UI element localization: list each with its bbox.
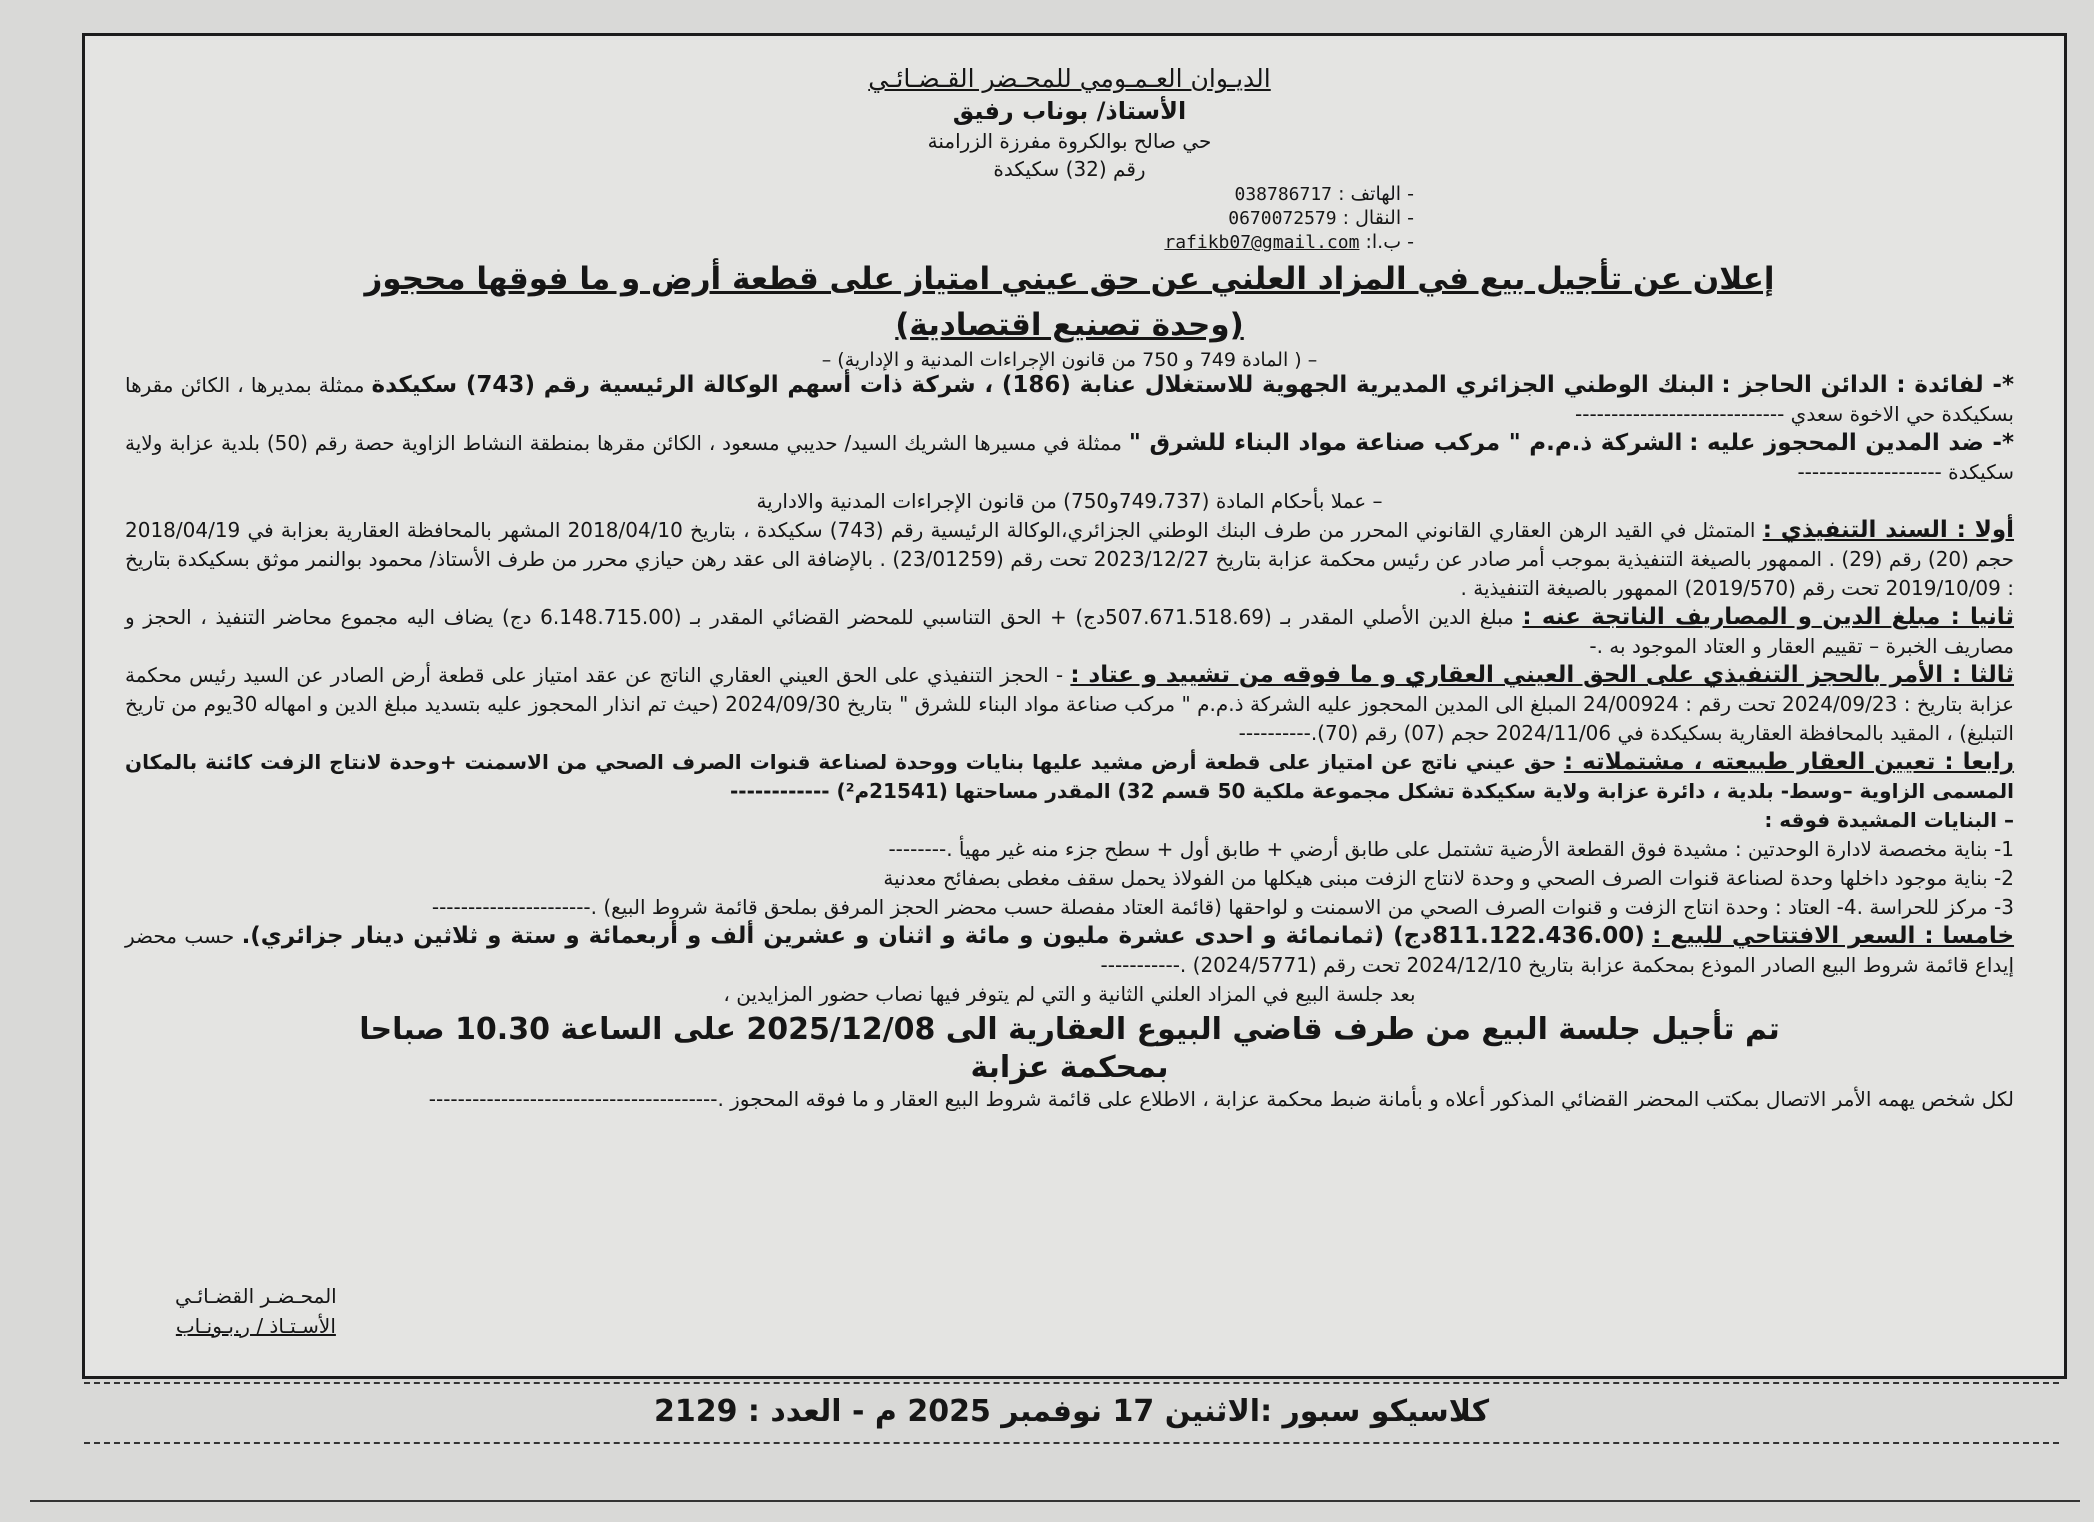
bottom-rule <box>30 1500 2080 1502</box>
creditor-paragraph: *- لفائدة : الدائن الحاجز : البنك الوطني الجزائري المديرية الجهوية للاستغلال عنابة (186) ، شركة ذات أسهم الوكالة الرئيسية رقم (743) سكيكدة ممثلة بمديرها ، الكائن مقرها بسكيكدة حي الاخوة سعدي ----------------------------- <box>125 372 2015 426</box>
postponement-announcement: تم تأجيل جلسة البيع من طرف قاضي البيوع العقارية الى 2025/12/08 على الساعة 10.30 صباحا <box>359 1012 1780 1047</box>
phone-label: - الهاتف : <box>1338 183 1414 205</box>
notice-document <box>125 64 2014 1114</box>
office-title: الديـوان العـمـومي للمحـضر القـضـائـي <box>868 64 1271 93</box>
section-5: خامسا : السعر الافتتاحي للبيع : (811.122.436.00دج) (ثمانمائة و احدى عشرة مليون و مائة و اثنان و عشرين ألف و أربعمائة و ستة و ثلاثين دينار جزائري). حسب محضر إيداع قائمة شروط البيع الصادر الموذع بمحكمة عزابة بتاريخ 2024/12/10 تحت رقم (2024/5771) .----------- <box>125 923 2015 977</box>
office-address: حي صالح بوالكروة مفرزة الزرامنة <box>927 129 1212 153</box>
phone-line <box>125 183 1414 205</box>
email-line <box>125 231 1414 253</box>
signature-name: الأسـتـاذ / ر.بـونـاب <box>175 1314 336 1338</box>
debtor-paragraph: *- ضد المدين المحجوز عليه : الشركة ذ.م.م " مركب صناعة مواد البناء للشرق " ممثلة في مسيرها الشريك السيد/ حديبي مسعود ، الكائن مقرها بمنطقة النشاط الزاوية حصة رقم (50) بلدية عزابة ولاية سكيكدة -------------------- <box>125 430 2014 484</box>
signature-title: المحـضـر القضـائـي <box>175 1284 337 1308</box>
mobile-number: 0670072579 <box>1228 208 1337 229</box>
buildings-heading: – البنايات المشيدة فوقه : <box>1764 808 2014 832</box>
notice-frame <box>82 33 2067 1379</box>
email-label: - ب.ا: <box>1365 231 1414 253</box>
signature-block <box>175 1281 337 1341</box>
newspaper-footer: كلاسيكو سبور :الاثنين 17 نوفمبر 2025 م - العدد : 2129 <box>84 1382 2059 1444</box>
mobile-line <box>125 207 1414 229</box>
notice-subtitle: (وحدة تصنيع اقتصادية) <box>895 307 1244 343</box>
section-1: أولا : السند التنفيذي : المتمثل في القيد الرهن العقاري القانوني المحرر من طرف البنك الوطني الجزائري،الوكالة الرئيسية رقم (743) سكيكدة ، بتاريخ 2018/04/10 المشهر بالمحافظة العقارية بعزابة في 2018/04/19 حجم (20) رقم (29) . الممهور بالصيغة التنفيذية بموجب أمر صادر عن رئيس محكمة عزابة بتاريخ 2023/12/27 تحت رقم (23/01259) . بالإضافة الى عقد رهن حيازي محرر من طرف الأستاذ/ محمود بوالنمر موثق بسكيكدة بتاريخ : 2019/10/09 تحت رقم (2019/570) الممهور بالصيغة التنفيذية . <box>125 517 2015 600</box>
bailiff-name: الأستاذ/ بوناب رفيق <box>952 97 1187 125</box>
office-city: رقم (32) سكيكدة <box>993 157 1146 181</box>
court-name: بمحكمة عزابة <box>970 1050 1169 1085</box>
email-address: rafikb07@gmail.com <box>1164 232 1360 253</box>
building-1: 1- بناية مخصصة لادارة الوحدتين : مشيدة فوق القطعة الأرضية تشتمل على طابق أرضي + طابق أول + سطح جزء منه غير مهيأ .-------- <box>888 837 2014 861</box>
legal-reference: – ( المادة 749 و 750 من قانون الإجراءات المدنية و الإدارية) – <box>821 349 1318 371</box>
notice-title: إعلان عن تأجيل بيع في المزاد العلني عن حق عيني امتياز على قطعة أرض و ما فوقها محجوز <box>364 261 1775 297</box>
building-2: 2- بناية موجود داخلها وحدة لصناعة قنوات الصرف الصحي و وحدة لانتاج الزفت مبنى هيكلها من الفولاذ يحمل سقف مغطى بصفائح معدنية <box>883 866 2014 890</box>
mobile-label: - النقال : <box>1342 207 1414 229</box>
after-session-note: بعد جلسة البيع في المزاد العلني الثانية و التي لم يتوفر فيها نصاب حضور المزايدين ، <box>723 982 1416 1006</box>
law-reference: – عملا بأحكام المادة (749،737و750) من قانون الإجراءات المدنية والادارية <box>756 489 1383 513</box>
section-3: ثالثا : الأمر بالحجز التنفيذي على الحق العيني العقاري و ما فوقه من تشييد و عتاد : - الحجز التنفيذي على الحق العيني العقاري الناتج عن عقد امتياز على قطعة أرض الصادر عن السيد رئيس محكمة عزابة بتاريخ : 2024/09/23 تحت رقم : 24/00924 المبلغ الى المدين المحجوز عليه الشركة ذ.م.م " مركب صناعة مواد البناء للشرق " بتاريخ 2024/09/30 (حيث تم انذار المحجوز عليه بتسديد مبلغ الدين و امهاله 30يوم من تاريخ التبليغ) ، المقيد بالمحافظة العقارية بسكيكدة في 2024/11/06 حجم (07) رقم (70).---------- <box>125 662 2015 745</box>
building-3: 3- مركز للحراسة .4- العتاد : وحدة انتاج الزفت و قنوات الصرف الصحي من الاسمنت و لواحقها (قائمة العتاد مفصلة حسب محضر الحجز المرفق بملحق قائمة شروط البيع) .---------------------- <box>431 895 2014 919</box>
section-4: رابعا : تعيين العقار طبيعته ، مشتملاته : حق عيني ناتج عن امتياز على قطعة أرض مشيد عليها بنايات ووحدة لصناعة قنوات الصرف الصحي من الاسمنت +وحدة لانتاج الزفت كائنة بالمكان المسمى الزاوية –وسط- بلدية ، دائرة عزابة ولاية سكيكدة تشكل مجموعة ملكية 50 قسم 32) المقدر مساحتها (21541م²) ------------ <box>125 749 2015 803</box>
section-2: ثانيا : مبلغ الدين و المصاريف الناتجة عنه : مبلغ الدين الأصلي المقدر بـ (507.671.518.69دج) + الحق التناسبي للمحضر القضائي المقدر بـ (6.148.715.00 دج) يضاف اليه مجموع محاضر التنفيذ ، الحجز و مصاريف الخبرة – تقييم العقار و العتاد الموجود به .- <box>125 604 2014 658</box>
phone-number: 038786717 <box>1234 184 1333 205</box>
contact-note: لكل شخص يهمه الأمر الاتصال بمكتب المحضر القضائي المذكور أعلاه و بأمانة ضبط محكمة عزابة ، الاطلاع على قائمة شروط البيع العقار و ما فوقه المحجوز .---------------------------------------- <box>428 1087 2014 1111</box>
